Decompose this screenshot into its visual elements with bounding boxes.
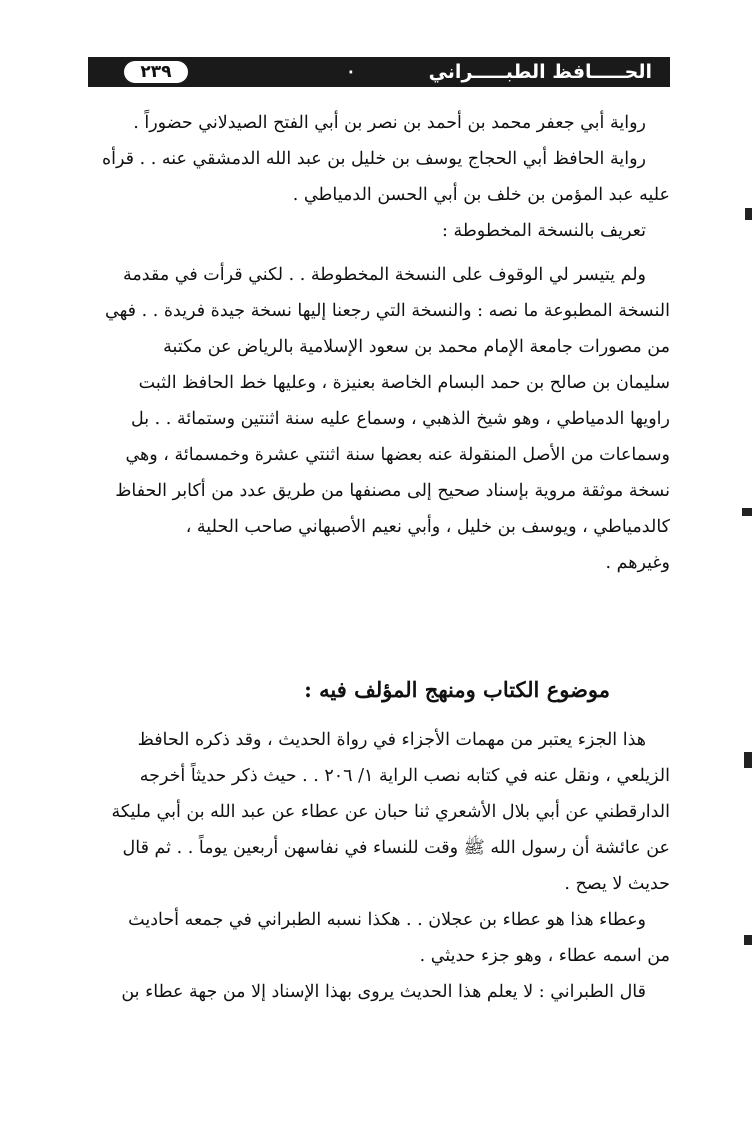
text-line: رواية الحافظ أبي الحجاج يوسف بن خليل بن عبد الله الدمشقي عنه . . قرأه bbox=[101, 149, 646, 169]
margin-mark bbox=[744, 935, 752, 945]
margin-mark bbox=[742, 508, 752, 516]
text-line: نسخة موثقة مروية بإسناد صحيح إلى مصنفها من طريق عدد من أكابر الحفاظ bbox=[115, 481, 670, 501]
text-line: الزيلعي ، ونقل عنه في كتابه نصب الراية ١/ ٢٠٦ . . حيث ذكر حديثاً أخرجه bbox=[139, 766, 670, 786]
text-line: رواية أبي جعفر محمد بن أحمد بن نصر بن أبي الفتح الصيدلاني حضوراً . bbox=[133, 113, 646, 133]
header-title: الحـــــافظ الطبـــــراني bbox=[428, 61, 652, 83]
margin-mark bbox=[744, 752, 752, 768]
text-line: وغيرهم . bbox=[605, 553, 670, 573]
header-dot: ٠ bbox=[346, 61, 356, 82]
running-header bbox=[88, 57, 670, 87]
text-line: من اسمه عطاء ، وهو جزء حديثي . bbox=[419, 946, 670, 966]
text-line: الدارقطني عن أبي بلال الأشعري ثنا حبان عن عطاء عن عبد الله بن أبي مليكة bbox=[111, 802, 670, 822]
text-line: قال الطبراني : لا يعلم هذا الحديث يروى بهذا الإسناد إلا من جهة عطاء بن bbox=[121, 982, 646, 1002]
text-line: وسماعات من الأصل المنقولة عنه بعضها سنة اثنتي عشرة وخمسمائة ، وهي bbox=[125, 445, 670, 465]
text-line: ولم يتيسر لي الوقوف على النسخة المخطوطة . . لكني قرأت في مقدمة bbox=[123, 265, 646, 285]
text-line: عن عائشة أن رسول الله ﷺ وقت للنساء في نفاسهن أربعين يوماً . . ثم قال bbox=[122, 838, 670, 858]
manuscript-heading: تعريف بالنسخة المخطوطة : bbox=[442, 221, 646, 241]
text-line: هذا الجزء يعتبر من مهمات الأجزاء في رواة الحديث ، وقد ذكره الحافظ bbox=[137, 730, 646, 750]
text-line: عليه عبد المؤمن بن خلف بن أبي الحسن الدمياطي . bbox=[292, 185, 670, 205]
page-number: ٢٣٩ bbox=[124, 61, 188, 83]
section-heading: موضوع الكتاب ومنهج المؤلف فيه : bbox=[304, 677, 610, 702]
section-topic-text bbox=[88, 722, 670, 1010]
text-line: وعطاء هذا هو عطاء بن عجلان . . هكذا نسبه الطبراني في جمعه أحاديث bbox=[128, 910, 646, 930]
section-manuscript-text bbox=[88, 105, 670, 581]
text-line: النسخة المطبوعة ما نصه : والنسخة التي رجعنا إليها نسخة جيدة فريدة . . فهي bbox=[105, 301, 670, 321]
margin-mark bbox=[745, 208, 752, 220]
text-line: من مصورات جامعة الإمام محمد بن سعود الإسلامية بالرياض عن مكتبة bbox=[163, 337, 670, 357]
text-line: حديث لا يصح . bbox=[564, 874, 670, 894]
text-line: سليمان بن صالح بن حمد البسام الخاصة بعنيزة ، وعليها خط الحافظ الثبت bbox=[138, 373, 670, 393]
text-line: راويها الدمياطي ، وهو شيخ الذهبي ، وسماع عليه سنة اثنتين وستمائة . . بل bbox=[131, 409, 670, 429]
text-line: كالدمياطي ، ويوسف بن خليل ، وأبي نعيم الأصبهاني صاحب الحلية ، bbox=[185, 517, 670, 537]
